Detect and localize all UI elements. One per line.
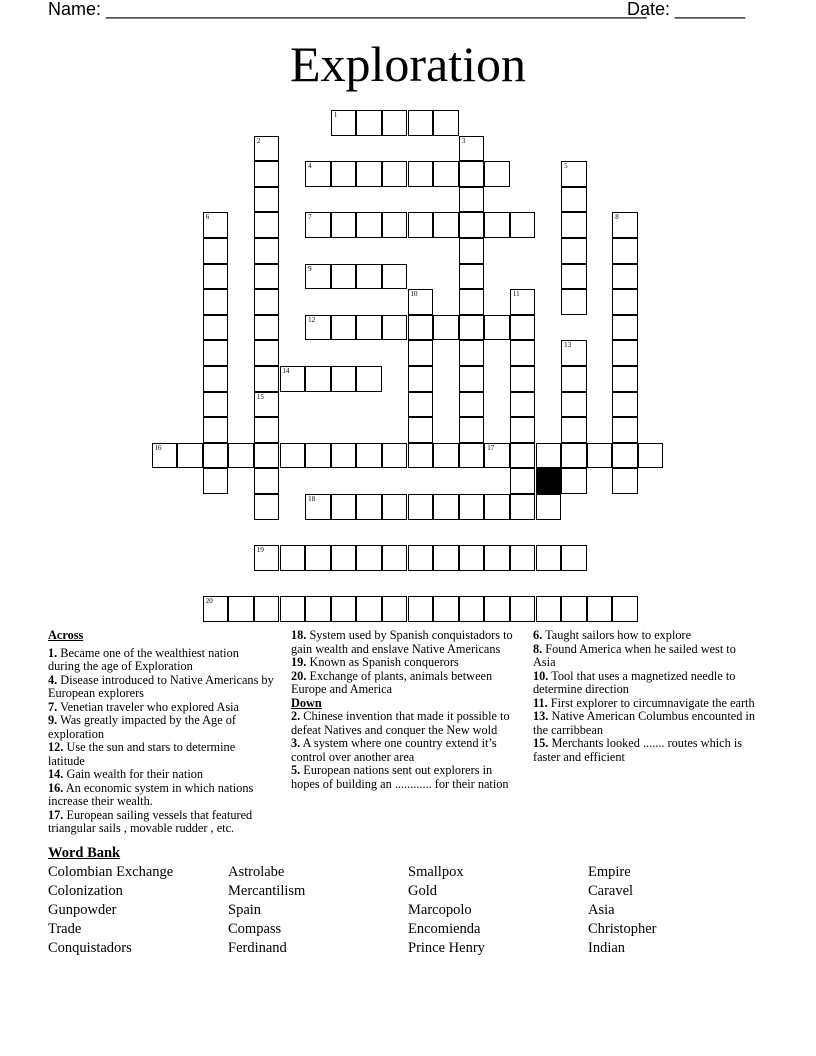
clue-8 xyxy=(533,643,759,670)
clue-number-label: 13. xyxy=(533,709,549,723)
clue-number-label: 9. xyxy=(48,713,58,727)
crossword-cell[interactable] xyxy=(408,366,434,392)
crossword-cell[interactable] xyxy=(382,494,408,520)
word-bank-item: Encomienda xyxy=(408,921,481,937)
crossword-cell[interactable] xyxy=(254,417,280,443)
clue-7 xyxy=(48,701,274,715)
crossword-cell[interactable] xyxy=(203,340,229,366)
clue-text: A system where one country extend it’s control over another area xyxy=(291,736,497,764)
crossword-cell[interactable] xyxy=(433,443,459,469)
crossword-cell[interactable] xyxy=(459,494,485,520)
crossword-cell[interactable] xyxy=(561,187,587,213)
crossword-cell[interactable] xyxy=(433,545,459,571)
crossword-cell[interactable] xyxy=(536,443,562,469)
word-bank-heading: Word Bank xyxy=(48,845,121,861)
crossword-cell[interactable] xyxy=(459,545,485,571)
crossword-cell[interactable] xyxy=(254,596,280,622)
word-bank-item: Christopher xyxy=(588,921,657,937)
crossword-cell[interactable] xyxy=(356,366,382,392)
crossword-cell[interactable] xyxy=(561,392,587,418)
crossword-cell[interactable] xyxy=(561,238,587,264)
clue-9 xyxy=(48,714,274,741)
clue-text: First explorer to circumnavigate the earth xyxy=(547,695,755,710)
crossword-cell[interactable] xyxy=(459,596,485,622)
crossword-cell[interactable] xyxy=(331,443,357,469)
crossword-cell[interactable] xyxy=(484,443,510,469)
crossword-cell[interactable] xyxy=(254,366,280,392)
crossword-cell[interactable] xyxy=(433,494,459,520)
crossword-cell[interactable] xyxy=(280,366,306,392)
clue-number-label: 3. xyxy=(291,736,301,750)
crossword-cell[interactable] xyxy=(536,545,562,571)
clue-15 xyxy=(533,737,759,764)
clues-column-3 xyxy=(533,629,759,764)
crossword-cell[interactable] xyxy=(459,289,485,315)
clue-20 xyxy=(291,670,519,697)
clue-text: Found America when he sailed west to Asia xyxy=(533,641,736,669)
crossword-cell[interactable] xyxy=(254,238,280,264)
clue-text: Disease introduced to Native Americans by European explorers xyxy=(48,672,274,700)
clue-text: Merchants looked ....... routes which is faster and efficient xyxy=(533,736,743,764)
crossword-cell[interactable] xyxy=(305,494,331,520)
page-title: Exploration xyxy=(289,36,527,92)
word-bank-item: Colombian Exchange xyxy=(48,864,174,880)
crossword-cell[interactable] xyxy=(612,289,638,315)
crossword-cell[interactable] xyxy=(356,264,382,290)
crossword-cell[interactable] xyxy=(433,596,459,622)
crossword-cell[interactable] xyxy=(254,315,280,341)
crossword-cell[interactable] xyxy=(408,443,434,469)
clue-13 xyxy=(533,710,759,737)
crossword-cell[interactable] xyxy=(203,238,229,264)
crossword-cell[interactable] xyxy=(459,443,485,469)
crossword-cell[interactable] xyxy=(408,110,434,136)
crossword-cell[interactable] xyxy=(408,212,434,238)
clue-number: 4 xyxy=(308,162,312,171)
crossword-cell[interactable] xyxy=(203,392,229,418)
clue-text: Became one of the wealthiest nation during the age of Exploration xyxy=(48,645,239,673)
clue-text: European sailing vessels that featured triangular sails , movable rudder , etc. xyxy=(48,807,253,835)
crossword-cell[interactable] xyxy=(254,289,280,315)
crossword-cell[interactable] xyxy=(356,212,382,238)
clue-number-label: 14. xyxy=(48,767,64,781)
crossword-cell[interactable] xyxy=(382,110,408,136)
clue-text: Gain wealth for their nation xyxy=(63,767,204,781)
crossword-cell[interactable] xyxy=(484,315,510,341)
word-bank-item: Marcopolo xyxy=(408,902,472,918)
crossword-cell[interactable] xyxy=(203,417,229,443)
clue-text: An economic system in which nations increase their wealth. xyxy=(48,780,254,808)
clue-number: 14 xyxy=(282,367,290,375)
crossword-cell[interactable] xyxy=(408,494,434,520)
clue-17 xyxy=(48,809,274,836)
crossword-cell[interactable] xyxy=(510,443,536,469)
clue-number-label: 16. xyxy=(48,780,64,795)
word-bank-item: Trade xyxy=(48,921,82,937)
crossword-cell[interactable] xyxy=(459,212,485,238)
crossword-cell[interactable] xyxy=(510,468,536,494)
crossword-cell[interactable] xyxy=(356,315,382,341)
clue-text: Exchange of plants, animals between Europe and America xyxy=(291,668,493,696)
crossword-cell[interactable] xyxy=(203,315,229,341)
word-bank-item: Gunpowder xyxy=(48,902,117,918)
crossword-cell[interactable] xyxy=(203,212,229,238)
crossword-cell[interactable] xyxy=(408,289,434,315)
word-bank-item: Spain xyxy=(228,902,262,918)
clue-number-label: 4. xyxy=(48,672,58,687)
word-bank-item: Colonization xyxy=(48,883,123,899)
crossword-cell[interactable] xyxy=(433,212,459,238)
crossword-cell[interactable] xyxy=(510,545,536,571)
clue-number: 9 xyxy=(308,264,312,273)
crossword-cell[interactable] xyxy=(356,443,382,469)
crossword-cell[interactable] xyxy=(356,161,382,187)
clue-number: 1 xyxy=(333,111,338,119)
crossword-cell[interactable] xyxy=(305,264,331,290)
crossword-cell[interactable] xyxy=(382,443,408,469)
crossword-cell[interactable] xyxy=(459,136,485,162)
crossword-cell[interactable] xyxy=(305,366,331,392)
crossword-cell[interactable] xyxy=(433,110,459,136)
crossword-cell[interactable] xyxy=(459,392,485,418)
crossword-cell[interactable] xyxy=(254,545,280,571)
crossword-cell[interactable] xyxy=(561,340,587,366)
crossword-cell[interactable] xyxy=(612,443,638,469)
clue-number: 2 xyxy=(256,136,261,145)
clue-number: 8 xyxy=(615,213,619,222)
crossword-cell[interactable] xyxy=(254,340,280,366)
crossword-cell[interactable] xyxy=(561,289,587,315)
crossword-cell[interactable] xyxy=(561,417,587,443)
crossword-cell[interactable] xyxy=(254,264,280,290)
clue-number: 19 xyxy=(256,546,264,555)
crossword-cell[interactable] xyxy=(510,417,536,443)
crossword-cell[interactable] xyxy=(382,161,408,187)
crossword-cell[interactable] xyxy=(459,238,485,264)
crossword-cell[interactable] xyxy=(331,212,357,238)
clue-number-label: 10. xyxy=(533,668,549,683)
clue-5 xyxy=(291,764,519,791)
word-bank-item: Conquistadors xyxy=(48,940,132,956)
crossword-cell[interactable] xyxy=(408,392,434,418)
clue-18 xyxy=(291,629,519,656)
crossword-cell[interactable] xyxy=(510,315,536,341)
clue-number-label: 18. xyxy=(291,628,307,642)
crossword-cell[interactable] xyxy=(331,264,357,290)
word-bank-item: Indian xyxy=(588,940,626,956)
crossword-cell[interactable] xyxy=(280,545,306,571)
crossword-cell[interactable] xyxy=(459,187,485,213)
down-heading: Down xyxy=(291,695,322,710)
crossword-cell[interactable] xyxy=(408,340,434,366)
crossword-cell[interactable] xyxy=(510,596,536,622)
crossword-cell[interactable] xyxy=(612,238,638,264)
word-bank-item: Mercantilism xyxy=(228,883,306,899)
crossword-cell[interactable] xyxy=(203,443,229,469)
crossword-cell[interactable] xyxy=(561,545,587,571)
clue-number-label: 7. xyxy=(48,699,58,714)
clue-text: Was greatly impacted by the Age of exploration xyxy=(48,713,236,741)
clue-text: Taught sailors how to explore xyxy=(542,628,692,642)
word-bank-item: Astrolabe xyxy=(228,864,285,880)
crossword-cell[interactable] xyxy=(484,212,510,238)
word-bank-item: Caravel xyxy=(588,883,634,899)
crossword-cell[interactable] xyxy=(510,366,536,392)
clue-number-label: 17. xyxy=(48,807,64,822)
crossword-cell[interactable] xyxy=(305,315,331,341)
crossword-cell[interactable] xyxy=(356,110,382,136)
crossword-cell[interactable] xyxy=(228,596,254,622)
crossword-cell[interactable] xyxy=(177,443,203,469)
clue-number: 13 xyxy=(564,341,572,350)
crossword-cell[interactable] xyxy=(331,545,357,571)
crossword-cell[interactable] xyxy=(331,315,357,341)
crossword-cell[interactable] xyxy=(510,494,536,520)
clue-text: Venetian traveler who explored Asia xyxy=(57,699,240,714)
clue-11 xyxy=(533,697,759,711)
crossword-cell[interactable] xyxy=(484,596,510,622)
crossword-cell[interactable] xyxy=(536,494,562,520)
clue-number-label: 5. xyxy=(291,763,301,777)
word-bank-item: Empire xyxy=(588,864,631,880)
crossword-cell[interactable] xyxy=(254,187,280,213)
crossword-cell[interactable] xyxy=(382,315,408,341)
clue-19 xyxy=(291,656,519,670)
clue-text: Native American Columbus encounted in the carribbean xyxy=(533,709,755,737)
clue-number: 17 xyxy=(487,443,495,452)
crossword-cell[interactable] xyxy=(561,264,587,290)
clue-number-label: 20. xyxy=(291,668,307,683)
crossword-cell[interactable] xyxy=(203,468,229,494)
crossword-cell[interactable] xyxy=(459,315,485,341)
crossword-cell[interactable] xyxy=(510,340,536,366)
clue-number-label: 11. xyxy=(533,695,548,710)
crossword-cell[interactable] xyxy=(305,212,331,238)
across-heading: Across xyxy=(48,628,84,642)
crossword-cell[interactable] xyxy=(561,596,587,622)
word-bank-item: Asia xyxy=(588,902,615,918)
crossword-cell[interactable] xyxy=(612,366,638,392)
word-bank-item: Prince Henry xyxy=(408,940,485,956)
crossword-cell[interactable] xyxy=(305,596,331,622)
crossword-cell[interactable] xyxy=(459,340,485,366)
clue-text: European nations sent out explorers in hopes of building an ............ for their nation xyxy=(291,763,509,791)
clue-text: Tool that uses a magnetized needle to determine direction xyxy=(533,668,736,696)
crossword-cell[interactable] xyxy=(612,417,638,443)
crossword-cell[interactable] xyxy=(612,264,638,290)
clue-10 xyxy=(533,670,759,697)
crossword-cell[interactable] xyxy=(331,161,357,187)
crossword-cell[interactable] xyxy=(459,417,485,443)
clue-1 xyxy=(48,647,274,674)
crossword-cell[interactable] xyxy=(305,443,331,469)
crossword-cell[interactable] xyxy=(203,366,229,392)
clue-number-label: 12. xyxy=(48,740,64,754)
clue-4 xyxy=(48,674,274,701)
crossword-cell[interactable] xyxy=(382,596,408,622)
crossword-cell[interactable] xyxy=(433,315,459,341)
clue-text: Chinese invention that made it possible to defeat Natives and conquer the New wold xyxy=(291,709,510,737)
crossword-cell[interactable] xyxy=(228,443,254,469)
crossword-cell[interactable] xyxy=(587,596,613,622)
crossword-cell[interactable] xyxy=(561,468,587,494)
crossword-cell[interactable] xyxy=(331,366,357,392)
crossword-cell[interactable] xyxy=(484,545,510,571)
crossword-cell[interactable] xyxy=(408,596,434,622)
clue-text: Known as Spanish conquerors xyxy=(306,655,459,669)
crossword-cell[interactable] xyxy=(356,545,382,571)
word-bank-item: Compass xyxy=(228,921,282,937)
crossword-cell[interactable] xyxy=(587,443,613,469)
crossword-cell[interactable] xyxy=(152,443,178,469)
clue-number-label: 8. xyxy=(533,641,543,656)
clue-number-label: 19. xyxy=(291,655,307,669)
clue-number-label: 6. xyxy=(533,628,543,642)
crossword-cell[interactable] xyxy=(510,212,536,238)
clue-number: 5 xyxy=(564,162,568,171)
clue-2 xyxy=(291,710,519,737)
crossword-cell[interactable] xyxy=(612,392,638,418)
crossword-cell[interactable] xyxy=(459,366,485,392)
clue-number: 20 xyxy=(205,597,213,606)
crossword-cell[interactable] xyxy=(280,443,306,469)
crossword-cell[interactable] xyxy=(408,315,434,341)
crossword-cell[interactable] xyxy=(356,596,382,622)
crossword-cell[interactable] xyxy=(254,494,280,520)
crossword-cell[interactable] xyxy=(203,596,229,622)
crossword-cell[interactable] xyxy=(382,264,408,290)
crossword-cell[interactable] xyxy=(382,212,408,238)
crossword-cell[interactable] xyxy=(510,392,536,418)
crossword-cell[interactable] xyxy=(280,596,306,622)
crossword-cell[interactable] xyxy=(459,264,485,290)
clue-16 xyxy=(48,782,274,809)
clue-number: 3 xyxy=(461,136,466,145)
crossword-cell[interactable] xyxy=(638,443,664,469)
crossword-cell[interactable] xyxy=(331,494,357,520)
crossword-cell[interactable] xyxy=(612,468,638,494)
header xyxy=(48,0,768,20)
clue-12 xyxy=(48,741,274,768)
crossword-cell[interactable] xyxy=(203,289,229,315)
crossword-cell[interactable] xyxy=(612,340,638,366)
clue-number: 18 xyxy=(308,495,316,503)
word-bank-item: Smallpox xyxy=(408,864,464,880)
crossword-cell[interactable] xyxy=(382,545,408,571)
clue-number-label: 2. xyxy=(291,709,301,723)
word-bank-item: Gold xyxy=(408,883,437,899)
crossword-cell[interactable] xyxy=(331,110,357,136)
clue-number: 16 xyxy=(154,443,162,452)
crossword-cell[interactable] xyxy=(459,161,485,187)
crossword-cell[interactable] xyxy=(408,545,434,571)
black-cell xyxy=(536,468,562,494)
crossword-cell[interactable] xyxy=(484,494,510,520)
crossword-cell[interactable] xyxy=(612,596,638,622)
word-bank-item: Ferdinand xyxy=(228,940,287,956)
clue-6 xyxy=(533,629,759,643)
crossword-cell[interactable] xyxy=(433,161,459,187)
crossword-cell[interactable] xyxy=(510,289,536,315)
crossword-cell[interactable] xyxy=(536,596,562,622)
clue-number: 10 xyxy=(410,290,418,299)
clue-text: System used by Spanish conquistadors to gain wealth and enslave Native Americans xyxy=(291,628,513,656)
crossword-cell[interactable] xyxy=(203,264,229,290)
crossword-cell[interactable] xyxy=(612,315,638,341)
clue-number-label: 15. xyxy=(533,736,549,750)
crossword-cell[interactable] xyxy=(561,366,587,392)
clue-text: Use the sun and stars to determine latitude xyxy=(48,740,236,768)
clue-number: 6 xyxy=(205,213,210,222)
crossword-cell[interactable] xyxy=(254,468,280,494)
crossword-cell[interactable] xyxy=(254,136,280,162)
clues-column-1 xyxy=(48,629,274,836)
crossword-cell[interactable] xyxy=(331,596,357,622)
crossword-cell[interactable] xyxy=(408,417,434,443)
crossword-cell[interactable] xyxy=(254,392,280,418)
crossword-cell[interactable] xyxy=(254,212,280,238)
clue-3 xyxy=(291,737,519,764)
crossword-cell[interactable] xyxy=(612,212,638,238)
date-field[interactable]: Date: _______ xyxy=(627,0,746,19)
clue-number: 15 xyxy=(256,392,264,401)
crossword-cell[interactable] xyxy=(484,161,510,187)
crossword-cell[interactable] xyxy=(305,545,331,571)
clue-number: 12 xyxy=(308,315,316,324)
name-field[interactable]: Name: ______________________________________________________ xyxy=(48,0,647,19)
crossword-cell[interactable] xyxy=(561,443,587,469)
crossword-cell[interactable] xyxy=(561,161,587,187)
crossword-cell[interactable] xyxy=(356,494,382,520)
crossword-cell[interactable] xyxy=(561,212,587,238)
clue-number-label: 1. xyxy=(48,645,58,660)
clue-number: 11 xyxy=(512,290,520,299)
crossword-cell[interactable] xyxy=(254,443,280,469)
clue-number: 7 xyxy=(308,213,312,222)
crossword-cell[interactable] xyxy=(254,161,280,187)
clue-14 xyxy=(48,768,274,782)
clues-column-2 xyxy=(291,629,519,791)
crossword-cell[interactable] xyxy=(408,161,434,187)
crossword-cell[interactable] xyxy=(305,161,331,187)
